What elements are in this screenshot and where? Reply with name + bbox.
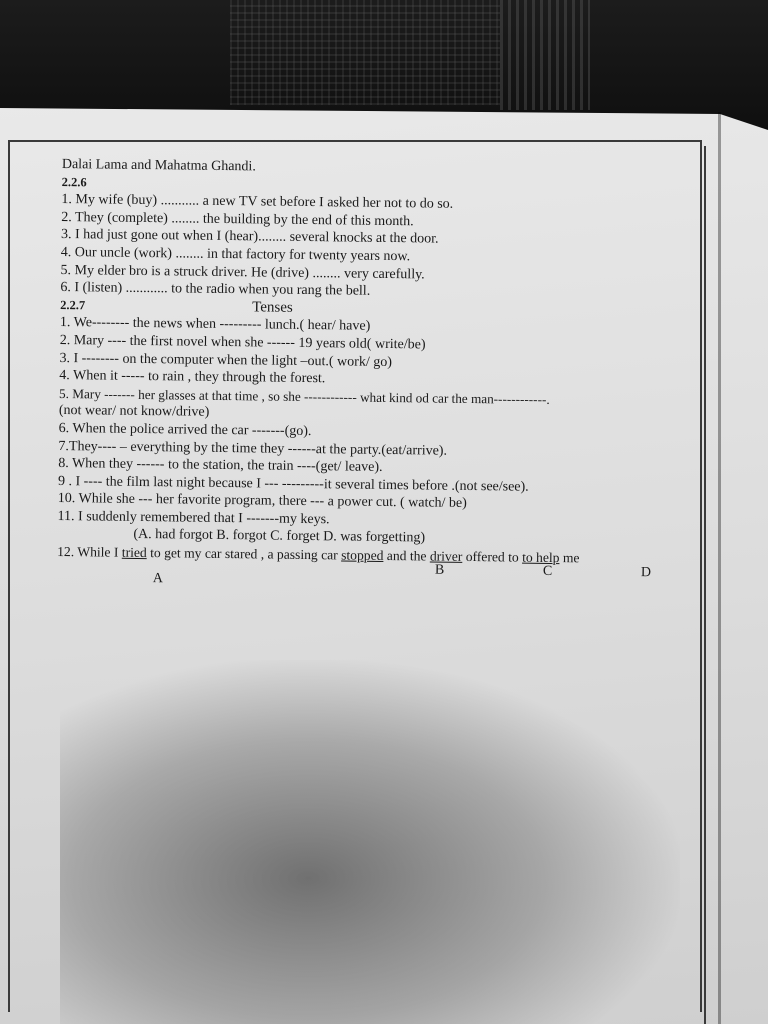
intro-line: Dalai Lama and Mahatma Ghandi. <box>61 156 256 175</box>
exercise-item: 4. When it ----- to rain , they through the forest. <box>59 368 326 387</box>
item12-word-d: to help <box>522 549 560 566</box>
exercise-item: 2. Mary ---- the first novel when she ------ 19 years old( write/be) <box>59 332 426 353</box>
exercise-item: 9 . I ---- the film last night because I --- ---------it several times before .(not see/see). <box>57 473 529 495</box>
exercise-item: 7.They---- – everything by the time they ------at the party.(eat/arrive). <box>58 438 448 459</box>
exercise-item: 5. Mary ------- her glasses at that time , so she ------------ what kind od car the man------------. <box>59 385 550 407</box>
choice-letter-c: C <box>542 563 553 579</box>
item12-word-a: tried <box>121 544 147 561</box>
exercise-item: 5. My elder bro is a struck driver. He (drive) ........ very carefully. <box>60 262 425 283</box>
cloth-stripe <box>500 0 590 110</box>
paper-edge <box>718 112 721 1024</box>
cloth-pattern <box>230 0 500 105</box>
choice-letter-a: A <box>152 570 164 586</box>
exercise-item: 6. I (listen) ............ to the radio when you rang the bell. <box>60 280 371 299</box>
choice-letter-b: B <box>434 562 445 578</box>
exercise-item: 10. While she --- her favorite program, there --- a power cut. ( watch/ be) <box>57 491 467 512</box>
exercise-item: 11. I suddenly remembered that I -------my keys. <box>57 508 330 528</box>
exercise-item: 6. When the police arrived the car -------(go). <box>58 420 312 439</box>
item12-suffix: me <box>559 550 580 566</box>
choice-letter-d: D <box>640 564 652 580</box>
exercise-item: 4. Our uncle (work) ........ in that factory for twenty years now. <box>60 244 411 265</box>
exercise-item: 3. I -------- on the computer when the light –out.( work/ go) <box>59 350 393 370</box>
exercise-item: 2. They (complete) ........ the building by the end of this month. <box>61 209 414 230</box>
exercise-item: 8. When they ------ to the station, the train ----(get/ leave). <box>58 456 383 476</box>
exercise-item: (not wear/ not know/drive) <box>58 403 210 421</box>
item12-mid3: offered to <box>462 548 523 565</box>
exercise-item: 1. My wife (buy) ........... a new TV set before I asked her not to do so. <box>61 192 454 212</box>
item12-word-b: stopped <box>341 547 384 564</box>
section-number: 2.2.7 <box>60 297 86 313</box>
item12-mid2: and the <box>383 548 430 564</box>
worksheet-content <box>57 156 712 593</box>
exercise-item: 1. We-------- the news when --------- lunch.( hear/ have) <box>59 315 371 335</box>
section-title: Tenses <box>252 299 293 316</box>
item12-prefix: 12. While I <box>57 544 122 560</box>
item12-word-c: driver <box>429 548 463 564</box>
section-number: 2.2.6 <box>61 174 87 189</box>
item12-mid1: to get my car stared , a passing car <box>146 545 342 563</box>
exercise-item: 3. I had just gone out when I (hear)........ several knocks at the door. <box>60 227 439 247</box>
answer-options: (A. had forgot B. forgot C. forget D. was forgetting) <box>133 527 426 546</box>
